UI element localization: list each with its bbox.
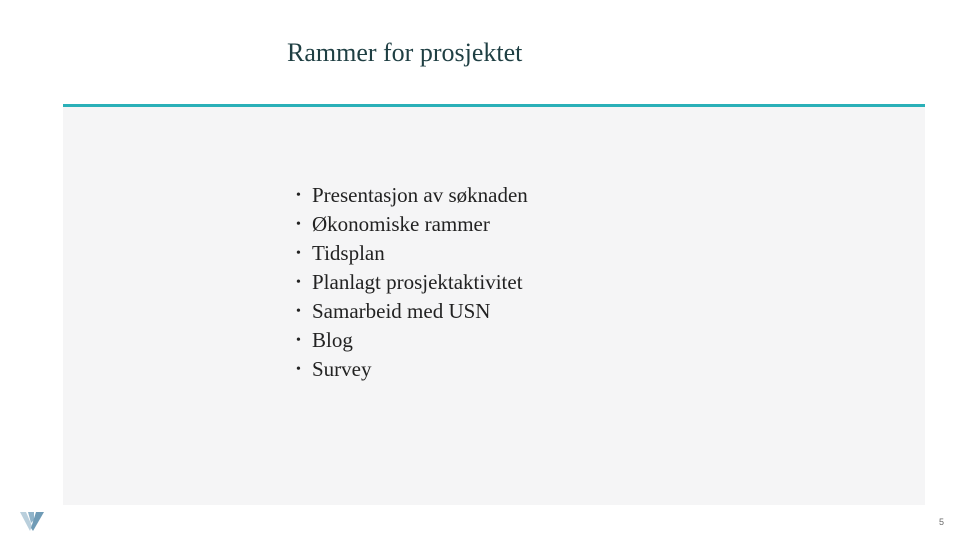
bullet-icon: • <box>296 217 301 232</box>
bullet-item <box>296 297 528 326</box>
bullet-icon: • <box>296 304 301 319</box>
bullet-text: Survey <box>312 357 372 381</box>
bullet-item <box>296 210 528 239</box>
bullet-text: Samarbeid med USN <box>312 299 491 323</box>
bullet-text: Økonomiske rammer <box>312 212 490 236</box>
bullet-item <box>296 239 528 268</box>
bullet-list <box>296 181 528 384</box>
bullet-icon: • <box>296 188 301 203</box>
bullet-item <box>296 326 528 355</box>
bullet-text: Planlagt prosjektaktivitet <box>312 270 523 294</box>
bullet-text: Blog <box>312 328 353 352</box>
bullet-icon: • <box>296 333 301 348</box>
usn-logo-icon <box>20 510 44 532</box>
page-number: 5 <box>938 517 944 527</box>
bullet-item <box>296 181 528 210</box>
slide-title: Rammer for prosjektet <box>287 38 523 67</box>
bullet-icon: • <box>296 275 301 290</box>
bullet-icon: • <box>296 362 301 377</box>
bullet-text: Tidsplan <box>312 241 385 265</box>
bullet-item <box>296 355 528 384</box>
bullet-item <box>296 268 528 297</box>
bullet-text: Presentasjon av søknaden <box>312 183 528 207</box>
bullet-icon: • <box>296 246 301 261</box>
